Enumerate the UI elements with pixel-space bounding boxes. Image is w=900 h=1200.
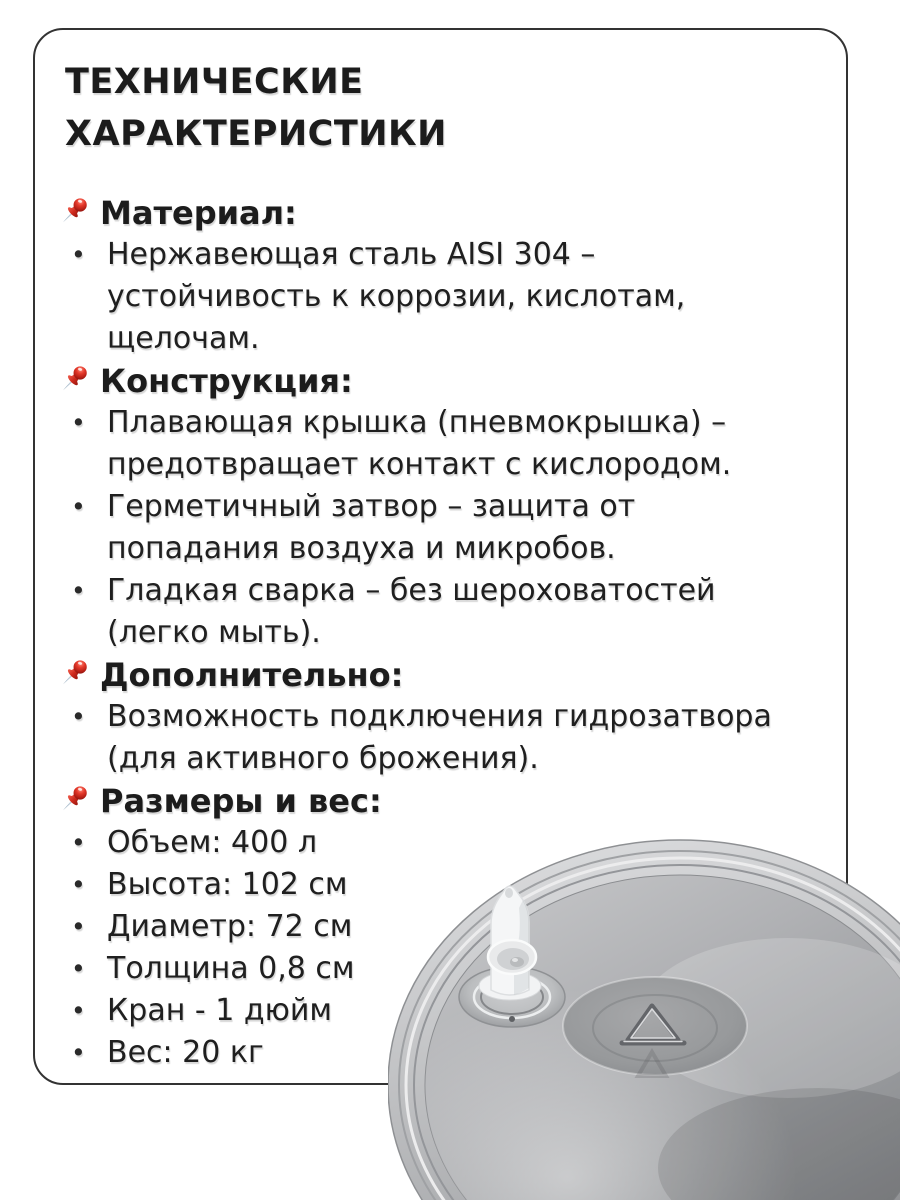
text-line: Диаметр: 72 см [107,909,353,944]
page-title [65,56,826,160]
pushpin-icon [58,195,92,229]
section-title: Материал: [100,194,297,232]
bullet-marker: • [71,408,86,437]
page-title-line: ТЕХНИЧЕСКИЕ [65,62,364,102]
bullet-marker: • [71,1038,86,1067]
section-heading [58,780,826,822]
bullet-marker: • [71,492,86,521]
text-line: (легко мыть). [107,615,321,650]
pushpin-icon [58,783,92,817]
bullet-text [107,570,826,654]
bullet-item [58,234,826,360]
section-heading [58,192,826,234]
text-line: попадания воздуха и микробов. [107,531,616,566]
text-line: Плавающая крышка (пневмокрышка) – [107,405,727,440]
section-title: Дополнительно: [100,656,404,694]
bullet-marker: • [71,912,86,941]
bullet-text [107,402,826,486]
text-line: Герметичный затвор – защита от [107,489,636,524]
pushpin-icon [58,363,92,397]
bullet-marker: • [71,828,86,857]
pushpin-icon [58,657,92,691]
bullet-marker: • [71,576,86,605]
bullet-marker: • [71,954,86,983]
bullet-text [107,696,826,780]
section-heading [58,360,826,402]
text-line: Толщина 0,8 см [107,951,355,986]
text-line: Объем: 400 л [107,825,318,860]
text-line: Высота: 102 см [107,867,348,902]
text-line: предотвращает контакт с кислородом. [107,447,732,482]
text-line: устойчивость к коррозии, кислотам, [107,279,686,314]
bullet-item [58,402,826,486]
page-title-line: ХАРАКТЕРИСТИКИ [65,114,447,154]
text-line: Кран - 1 дюйм [107,993,332,1028]
bullet-marker: • [71,240,86,269]
product-photo [388,838,900,1200]
bullet-item [58,696,826,780]
bullet-item [58,570,826,654]
bullet-marker: • [71,996,86,1025]
text-line: Гладкая сварка – без шероховатостей [107,573,716,608]
text-line: Вес: 20 кг [107,1035,264,1070]
text-line: (для активного брожения). [107,741,539,776]
bullet-marker: • [71,702,86,731]
bullet-text [107,234,826,360]
section-heading [58,654,826,696]
bullet-item [58,486,826,570]
bullet-text [107,486,826,570]
text-line: Нержавеющая сталь AISI 304 – [107,237,596,272]
section-title: Конструкция: [100,362,353,400]
section-title: Размеры и вес: [100,782,382,820]
text-line: Возможность подключения гидрозатвора [107,699,772,734]
text-line: щелочам. [107,321,260,356]
bullet-marker: • [71,870,86,899]
